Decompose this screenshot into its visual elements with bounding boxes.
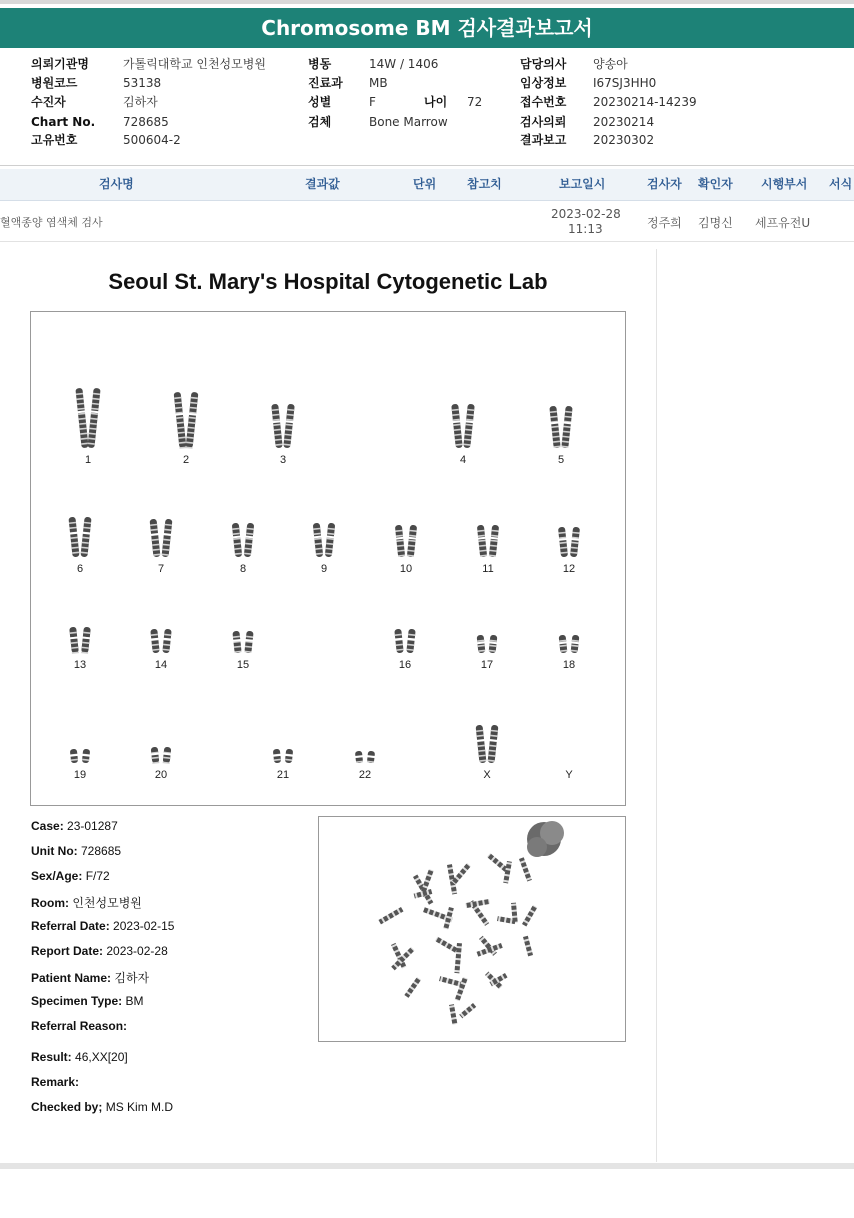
patient-info-col1 [31,55,301,150]
chromosome-pair-14 [146,627,176,655]
field-report-date [31,944,168,958]
chromosome-pair-10 [391,523,421,559]
department-value: MB [369,76,388,90]
unit-no-value: 728685 [81,844,122,858]
chromosome-label-X: X [483,769,491,781]
chromosome-label-6: 6 [76,563,84,575]
chromosome-pair-2 [171,390,201,450]
case-label: Case: [31,819,64,833]
patient-info-col2 [308,55,508,150]
unique-no-value: 500604-2 [123,133,181,147]
col-checker[interactable]: 확인자 [698,177,733,191]
chromosome-label-3: 3 [279,454,287,466]
field-referral-reason [31,1019,127,1033]
chromosome-label-13: 13 [73,659,87,671]
field-result [31,1050,128,1064]
patient-label: 수진자 [31,95,66,109]
referral-date-value: 2023-02-15 [113,919,175,933]
top-border [0,0,854,4]
chromosome-label-5: 5 [557,454,565,466]
chromosome-pair-12 [554,525,584,559]
karyotype-report [0,249,657,1162]
chromosome-pair-7 [146,517,176,559]
unit-no-label: Unit No: [31,844,78,858]
hospital-label: 의뢰기관명 [31,57,89,71]
chromosome-pair-21 [268,747,298,765]
referral-reason-label: Referral Reason: [31,1019,128,1033]
chart-no-value: 728685 [123,115,169,129]
chromosome-label-4: 4 [459,454,467,466]
col-test-name[interactable]: 검사명 [99,177,134,191]
chromosome-label-11: 11 [482,563,494,575]
checked-by-value: MS Kim M.D [105,1100,174,1114]
report-date-value: 2023-02-28 [106,944,168,958]
checker-cell: 김명신 [698,216,733,230]
result-value: 46,XX[20] [75,1050,128,1064]
tester-cell: 정주희 [647,216,682,230]
specimen-label: 검체 [308,115,332,129]
request-date-value: 20230214 [593,115,655,129]
table-row[interactable] [0,201,854,242]
patient-info-col3 [520,55,740,150]
chromosome-label-15: 15 [236,659,250,671]
hospital-value: 가톨릭대학교 인천성모병원 [123,57,266,71]
chromosome-pair-1 [73,386,103,450]
result-label: Result: [31,1050,72,1064]
chromosome-label-22: 22 [358,769,372,781]
chromosome-label-7: 7 [157,563,165,575]
report-lab-title: Seoul St. Mary's Hospital Cytogenetic Lab [108,269,548,294]
receipt-no-label: 접수번호 [520,95,567,109]
col-tester[interactable]: 검사자 [647,177,682,191]
chromosome-pair-20 [146,745,176,765]
chromosome-label-21: 21 [276,769,290,781]
field-checked-by [31,1100,173,1114]
chromosome-pair-9 [309,521,339,559]
doctor-label: 담당의사 [520,57,567,71]
chromosome-pair-22 [350,749,380,765]
field-unit-no [31,844,121,858]
chromosome-label-Y: Y [565,769,573,781]
col-department[interactable]: 시행부서 [761,177,808,191]
chromosome-label-19: 19 [73,769,87,781]
sex-value: F [369,95,376,109]
chromosome-pair-19 [65,747,95,765]
request-date-label: 검사의뢰 [520,115,567,129]
field-remark [31,1075,79,1089]
case-value: 23-01287 [67,819,118,833]
field-room [31,894,142,911]
col-report-date[interactable]: 보고일시 [559,177,606,191]
chromosome-label-17: 17 [480,659,494,671]
room-label: Room: [31,896,69,910]
chromosome-label-8: 8 [239,563,247,575]
chromosome-pair-17 [472,633,502,655]
ward-label: 병동 [308,57,332,71]
field-specimen-type [31,994,143,1008]
chromosome-pair-6 [65,515,95,559]
result-report-value: 20230302 [593,133,655,147]
field-sex-age [31,869,110,883]
chromosome-label-1: 1 [84,454,92,466]
chart-no-label: Chart No. [31,115,96,129]
report-date-label: Report Date: [31,944,104,958]
sex-age-label: Sex/Age: [31,869,83,883]
chromosome-pair-X [472,723,502,765]
report-header-title: Chromosome BM 검사결과보고서 [0,8,854,48]
report-date-cell: 2023-02-28 [551,207,621,221]
chromosome-label-16: 16 [398,659,412,671]
chromosome-label-12: 12 [562,563,576,575]
report-time-cell: 11:13 [568,222,603,236]
sex-label: 성별 [308,95,332,109]
patient-name-value: 김하자 [114,971,150,985]
col-reference[interactable]: 참고치 [467,177,502,191]
remark-label: Remark: [31,1075,80,1089]
bottom-border [0,1163,854,1169]
chromosome-pair-8 [228,521,258,559]
chromosome-label-2: 2 [182,454,190,466]
ward-value: 14W / 1406 [369,57,439,71]
results-table-header [0,169,854,201]
col-unit[interactable]: 단위 [413,177,437,191]
hospital-code-label: 병원코드 [31,76,78,90]
checked-by-label: Checked by; [31,1100,103,1114]
patient-name-label: Patient Name: [31,971,112,985]
department-label: 진료과 [308,76,343,90]
clinical-info-label: 임상정보 [520,76,567,90]
chromosome-pair-16 [390,627,420,655]
doctor-value: 양송아 [593,57,628,71]
department-cell: 세프유전U [755,216,811,230]
chromosome-pair-18 [554,633,584,655]
chromosome-label-9: 9 [320,563,328,575]
metaphase-image [318,816,626,1042]
hospital-code-value: 53138 [123,76,162,90]
result-report-label: 결과보고 [520,133,567,147]
metaphase-spread-icon [319,817,625,1041]
chromosome-pair-3 [268,402,298,450]
info-divider [0,165,854,166]
chromosome-label-14: 14 [154,659,168,671]
chromosome-pair-15 [228,629,258,655]
chromosome-label-10: 10 [399,563,413,575]
patient-value: 김하자 [123,95,158,109]
col-form[interactable]: 서식 [829,177,853,191]
field-patient-name [31,969,149,986]
age-label: 나이 [424,95,448,109]
field-referral-date [31,919,174,933]
chromosome-pair-5 [546,404,576,450]
karyogram-panel [30,311,626,806]
specimen-type-label: Specimen Type: [31,994,123,1008]
room-value: 인천성모병원 [72,896,142,910]
field-case [31,819,118,833]
age-value: 72 [467,95,483,109]
chromosome-pair-13 [65,625,95,655]
receipt-no-value: 20230214-14239 [593,95,697,109]
specimen-type-value: BM [125,994,144,1008]
chromosome-label-20: 20 [154,769,168,781]
chromosome-label-18: 18 [562,659,576,671]
chromosome-pair-11 [473,523,503,559]
referral-date-label: Referral Date: [31,919,110,933]
specimen-value: Bone Marrow [369,115,448,129]
test-name-cell[interactable]: 혈액종양 염색체 검사 [0,216,103,229]
sex-age-value: F/72 [85,869,110,883]
clinical-info-value: I67SJ3HH0 [593,76,657,90]
chromosome-pair-4 [448,402,478,450]
col-result[interactable]: 결과값 [305,177,340,191]
unique-no-label: 고유번호 [31,133,78,147]
